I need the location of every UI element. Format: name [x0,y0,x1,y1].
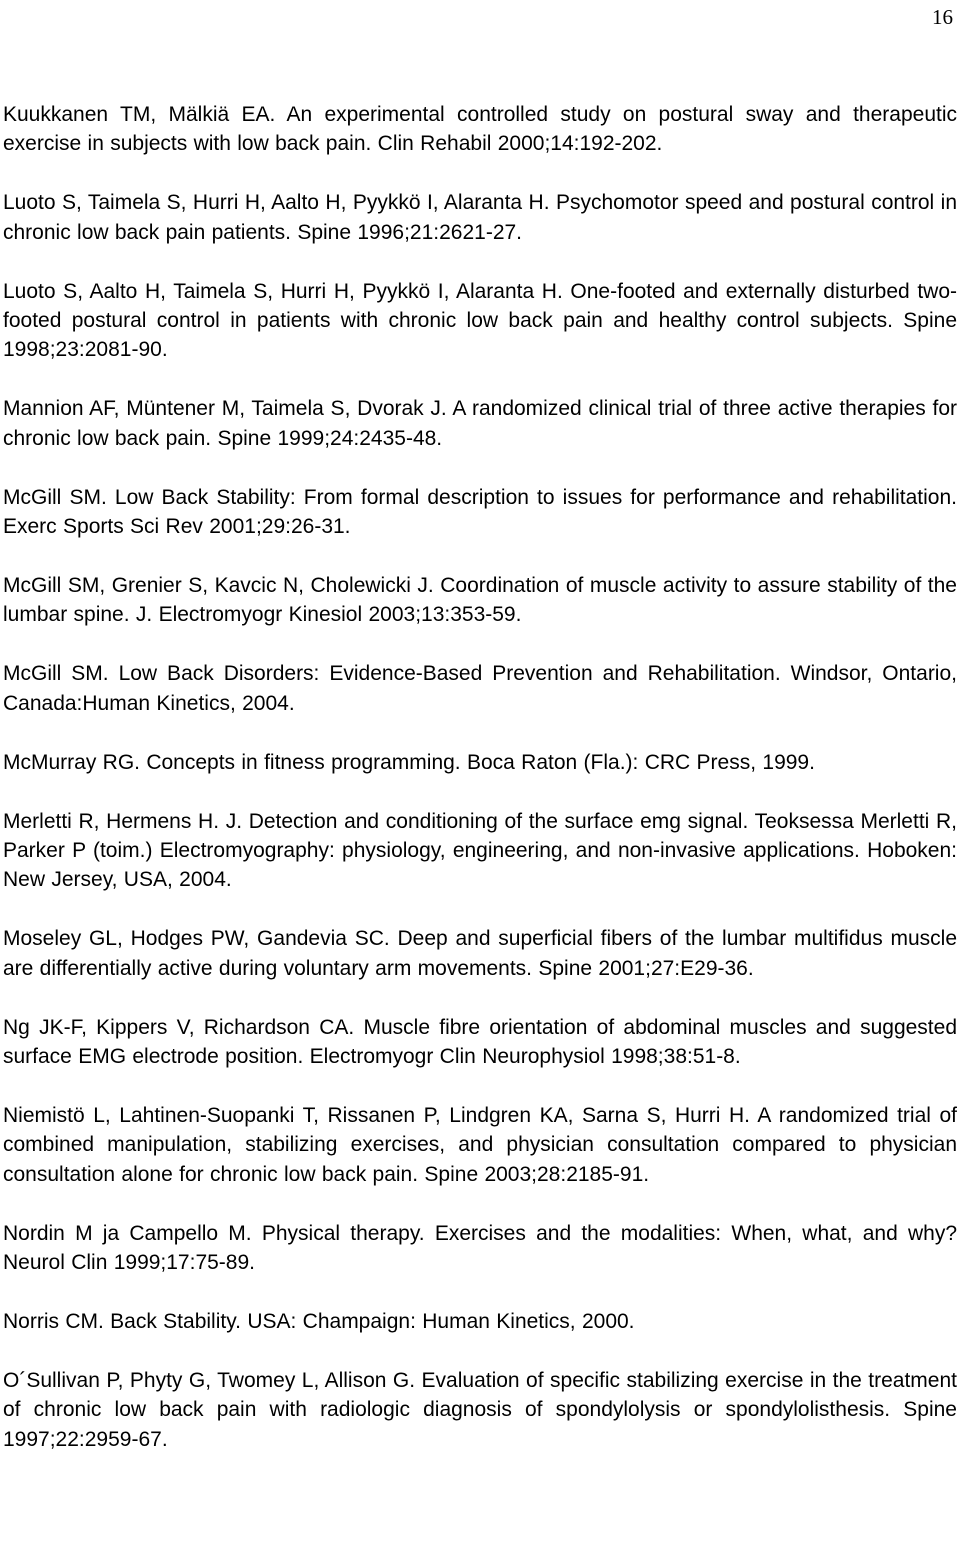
reference-item: Ng JK-F, Kippers V, Richardson CA. Muscle fibre orientation of abdominal muscles and suggested surface EMG electrode position. Electromyogr Clin Neurophysiol 1998;38:51-8. [3,1015,957,1068]
reference-item: Luoto S, Taimela S, Hurri H, Aalto H, Pyykkö I, Alaranta H. Psychomotor speed and postural control in chronic low back pain patients. Spine 1996;21:2621-27. [3,191,957,244]
reference-item: Mannion AF, Müntener M, Taimela S, Dvorak J. A randomized clinical trial of three active therapies for chronic low back pain. Spine 1999;24:2435-48. [3,397,957,450]
reference-item: Moseley GL, Hodges PW, Gandevia SC. Deep and superficial fibers of the lumbar multifidus muscle are differentially active during voluntary arm movements. Spine 2001;27:E29-36. [3,927,957,980]
reference-item: Nordin M ja Campello M. Physical therapy. Exercises and the modalities: When, what, and why? Neurol Clin 1999;17:75-89. [3,1221,957,1274]
reference-item: McGill SM. Low Back Stability: From formal description to issues for performance and rehabilitation. Exerc Sports Sci Rev 2001;29:26-31. [3,485,957,539]
reference-item: Norris CM. Back Stability. USA: Champaign: Human Kinetics, 2000. [3,1309,635,1333]
reference-item: O´Sullivan P, Phyty G, Twomey L, Allison G. Evaluation of specific stabilizing exercise in the treatment of chronic low back pain with radiologic diagnosis of spondylolysis or spondylolisthesis. Spine 1997;22:2959-67. [3,1368,957,1451]
reference-item: McGill SM, Grenier S, Kavcic N, Cholewicki J. Coordination of muscle activity to assure stability of the lumbar spine. J. Electromyogr Kinesiol 2003;13:353-59. [3,573,957,627]
page-number: 16 [932,5,953,29]
reference-list [3,100,957,1484]
reference-item: Kuukkanen TM, Mälkiä EA. An experimental controlled study on postural sway and therapeutic exercise in subjects with low back pain. Clin Rehabil 2000;14:192-202. [3,103,957,156]
reference-item: McMurray RG. Concepts in fitness programming. Boca Raton (Fla.): CRC Press, 1999. [3,750,815,774]
reference-item: Merletti R, Hermens H. J. Detection and conditioning of the surface emg signal. Teoksessa Merletti R, Parker P (toim.) Electromyography: physiology, engineering, and non-invasive applications. Hoboken: New Jersey, USA, 2004. [3,809,957,892]
reference-item: Luoto S, Aalto H, Taimela S, Hurri H, Pyykkö I, Alaranta H. One-footed and externally disturbed two-footed postural control in patients with chronic low back pain and healthy control subjects. Spine 1998;23:2081-90. [3,279,957,362]
reference-item: McGill SM. Low Back Disorders: Evidence-Based Prevention and Rehabilitation. Windsor, Ontario, Canada:Human Kinetics, 2004. [3,662,957,715]
reference-item: Niemistö L, Lahtinen-Suopanki T, Rissanen P, Lindgren KA, Sarna S, Hurri H. A randomized trial of combined manipulation, stabilizing exercises, and physician consultation compared to physician consultation alone for chronic low back pain. Spine 2003;28:2185-91. [3,1103,957,1186]
